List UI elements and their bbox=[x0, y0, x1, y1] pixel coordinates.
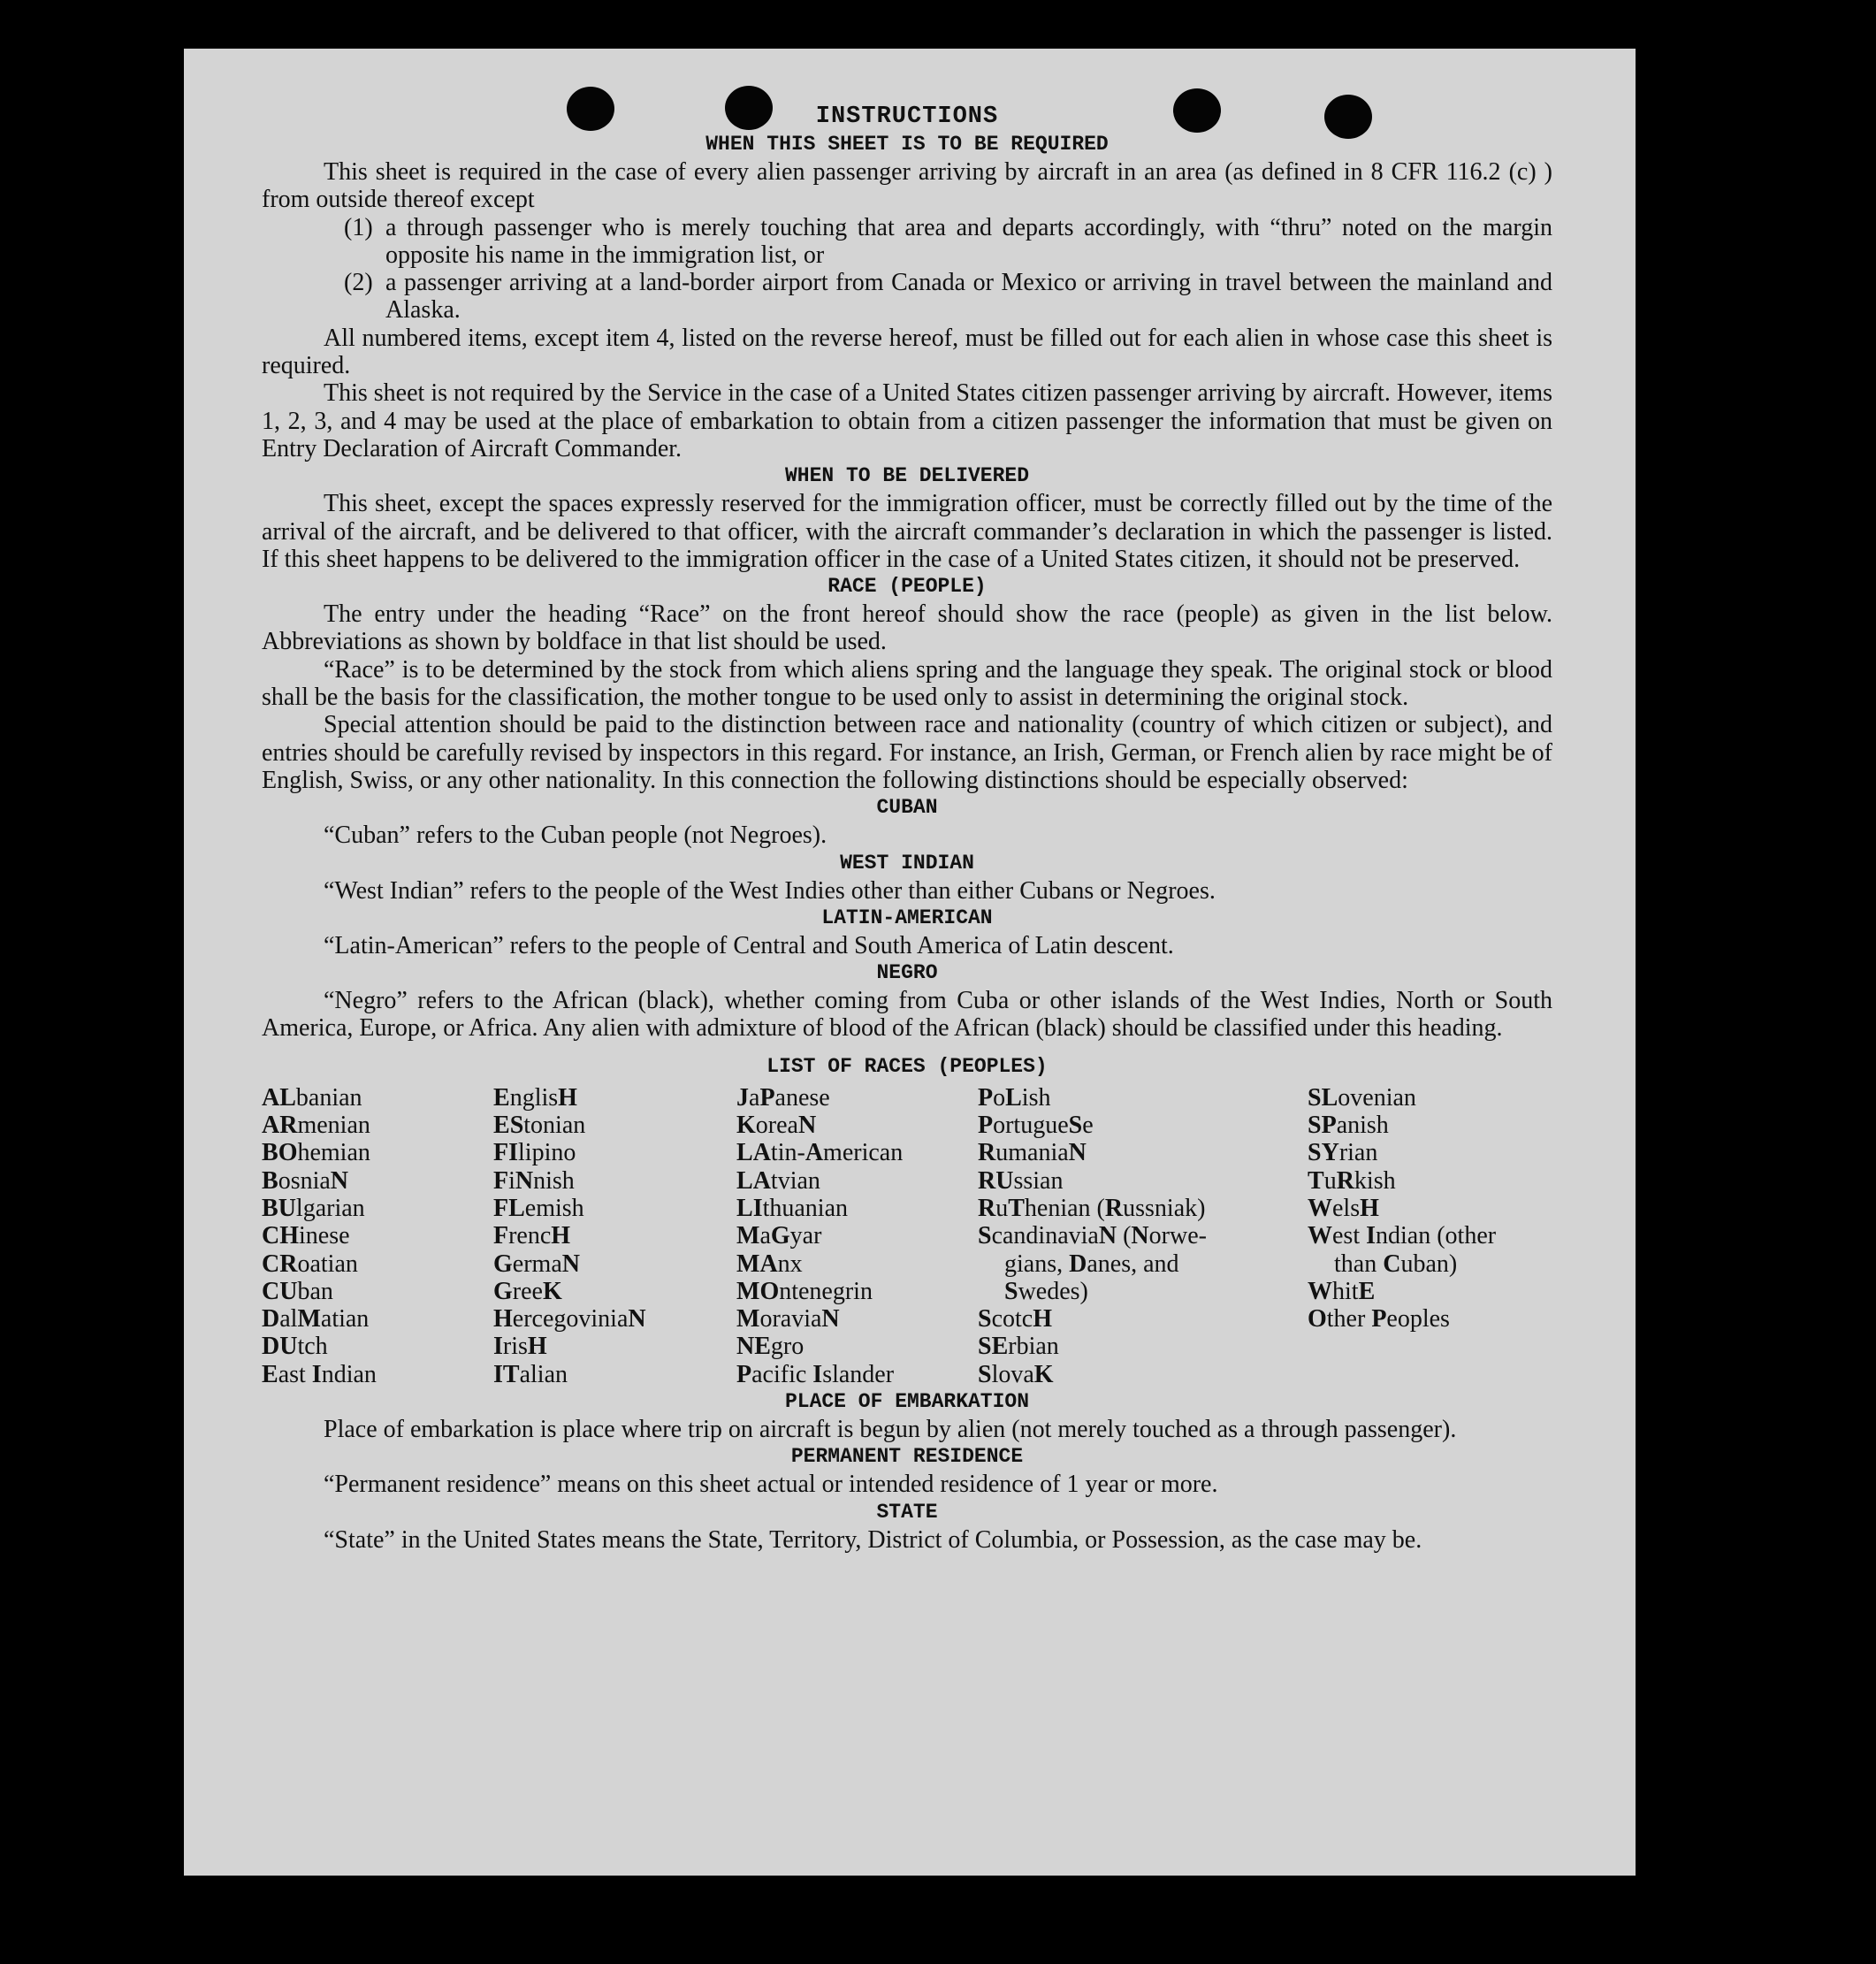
paragraph: This sheet is required in the case of every alien passenger arriving by aircraft in an area (as defined in 8 CFR 116.2 (c) ) from outside thereof except bbox=[262, 158, 1552, 214]
race-item: WhitE bbox=[1308, 1277, 1376, 1305]
race-item: East Indian bbox=[262, 1360, 377, 1388]
list-item bbox=[344, 213, 1552, 270]
race-item: BUlgarian bbox=[262, 1194, 365, 1222]
paragraph: This sheet is not required by the Service in the case of a United States citizen passenger arriving by aircraft. However, items 1, 2, 3, and 4 may be used at the place of embarkation to obtain from a citizen passenger the information that must be given on Entry Declaration of Aircraft Commander. bbox=[262, 379, 1552, 462]
race-item: SYrian bbox=[1308, 1139, 1378, 1167]
paragraph: “Latin-American” refers to the people of Central and South America of Latin descent. bbox=[324, 931, 1174, 959]
race-item: HercegoviniaN bbox=[493, 1305, 646, 1334]
race-item: CUban bbox=[262, 1277, 333, 1305]
race-item: NEgro bbox=[736, 1333, 805, 1361]
race-item: than Cuban) bbox=[1334, 1249, 1458, 1278]
section-heading: STATE bbox=[876, 1500, 938, 1524]
races-column bbox=[493, 1084, 736, 1388]
race-item: PortugueSe bbox=[978, 1112, 1094, 1140]
race-item: SPanish bbox=[1308, 1112, 1389, 1140]
paragraph: Special attention should be paid to the distinction between race and nationality (country of which citizen or subject), and entries should be carefully revised by inspectors in this regard. For instance, an Irish, German, or French alien by race might be of English, Swiss, or any other nationality. In this connection the following distinctions should be especially observed: bbox=[262, 711, 1552, 794]
race-item: ALbanian bbox=[262, 1083, 362, 1112]
race-item: DalMatian bbox=[262, 1305, 370, 1334]
races-list bbox=[262, 1084, 1552, 1388]
race-item: LIthuanian bbox=[736, 1194, 849, 1222]
paragraph: This sheet, except the spaces expressly reserved for the immigration officer, must be correctly filled out by the time of the arrival of the aircraft, and be delivered to that officer, with the aircraft commander’s declaration in which the passenger is listed. If this sheet happens to be delivered to the immigration officer in the case of a United States citizen, it should not be preserved. bbox=[262, 490, 1552, 573]
race-item: LAtin-American bbox=[736, 1139, 904, 1167]
list-number: (1) bbox=[344, 213, 373, 241]
section-heading: PLACE OF EMBARKATION bbox=[784, 1389, 1030, 1413]
race-item: MaGyar bbox=[736, 1222, 822, 1250]
race-item: DUtch bbox=[262, 1333, 328, 1361]
races-column bbox=[1308, 1084, 1552, 1388]
document-sheet bbox=[184, 49, 1636, 1876]
race-item: TuRkish bbox=[1308, 1166, 1396, 1195]
section-heading: NEGRO bbox=[876, 961, 938, 985]
race-item: MOntenegrin bbox=[736, 1277, 873, 1305]
race-item: FLemish bbox=[493, 1194, 584, 1222]
race-item: RuThenian (Russniak) bbox=[978, 1194, 1206, 1222]
section-heading: RACE (PEOPLE) bbox=[827, 575, 987, 599]
races-column bbox=[262, 1084, 493, 1388]
race-item: SErbian bbox=[978, 1333, 1059, 1361]
race-item: MoraviaN bbox=[736, 1305, 840, 1334]
paragraph: All numbered items, except item 4, listed on the reverse hereof, must be filled out for each alien in whose case this sheet is required. bbox=[262, 324, 1552, 380]
race-item: MAnx bbox=[736, 1249, 803, 1278]
race-item: IrisH bbox=[493, 1333, 547, 1361]
section-heading: LATIN-AMERICAN bbox=[821, 906, 993, 929]
race-item: LAtvian bbox=[736, 1166, 820, 1195]
race-item: WelsH bbox=[1308, 1194, 1379, 1222]
race-item: BOhemian bbox=[262, 1139, 370, 1167]
section-heading: WHEN TO BE DELIVERED bbox=[784, 464, 1030, 488]
section-heading: CUBAN bbox=[876, 796, 938, 820]
race-item: CRoatian bbox=[262, 1249, 358, 1278]
race-item: FIlipino bbox=[493, 1139, 576, 1167]
paragraph: “Race” is to be determined by the stock from which aliens spring and the language they speak. The original stock or blood shall be the basis for the classification, the mother tongue to be used only to assist in determining the original stock. bbox=[262, 655, 1552, 712]
page-title: INSTRUCTIONS bbox=[815, 103, 999, 130]
section-heading: LIST OF RACES (PEOPLES) bbox=[766, 1054, 1048, 1078]
paragraph: Place of embarkation is place where trip on aircraft is begun by alien (not merely touched as a through passenger). bbox=[324, 1415, 1457, 1443]
race-item: Other Peoples bbox=[1308, 1305, 1450, 1334]
race-item: ARmenian bbox=[262, 1112, 370, 1140]
races-column bbox=[736, 1084, 978, 1388]
paragraph: “West Indian” refers to the people of the West Indies other than either Cubans or Negroes. bbox=[324, 876, 1216, 905]
race-item: GreeK bbox=[493, 1277, 562, 1305]
paragraph: “State” in the United States means the State, Territory, District of Columbia, or Possession, as the case may be. bbox=[324, 1525, 1422, 1554]
race-item: gians, Danes, and bbox=[1004, 1249, 1179, 1278]
list-number: (2) bbox=[344, 269, 373, 297]
race-item: EnglisH bbox=[493, 1083, 577, 1112]
race-item: RumaniaN bbox=[978, 1139, 1087, 1167]
paragraph: “Negro” refers to the African (black), whether coming from Cuba or other islands of the West Indies, North or South America, Europe, or Africa. Any alien with admixture of blood of the African (black) should be classified under this heading. bbox=[262, 987, 1552, 1043]
race-item: ITalian bbox=[493, 1360, 568, 1388]
list-item bbox=[344, 269, 1552, 325]
race-item: ScandinaviaN (Norwe- bbox=[978, 1222, 1207, 1250]
race-item: FiNnish bbox=[493, 1166, 575, 1195]
race-item: SlovaK bbox=[978, 1360, 1054, 1388]
section-heading: PERMANENT RESIDENCE bbox=[790, 1445, 1024, 1469]
race-item: CHinese bbox=[262, 1222, 350, 1250]
race-item: RUssian bbox=[978, 1166, 1064, 1195]
races-column bbox=[978, 1084, 1308, 1388]
list-text: a through passenger who is merely touching that area and departs accordingly, with “thru” noted on the margin opposite his name in the immigration list, or bbox=[385, 213, 1552, 269]
race-item: EStonian bbox=[493, 1112, 586, 1140]
race-item: BosniaN bbox=[262, 1166, 349, 1195]
race-item: KoreaN bbox=[736, 1112, 817, 1140]
race-item: ScotcH bbox=[978, 1305, 1052, 1334]
race-item: SLovenian bbox=[1308, 1083, 1416, 1112]
race-item: West Indian (other bbox=[1308, 1222, 1497, 1250]
instructions-content bbox=[262, 103, 1552, 1554]
paragraph: “Cuban” refers to the Cuban people (not Negroes). bbox=[324, 822, 827, 850]
race-item: FrencH bbox=[493, 1222, 571, 1250]
paragraph: The entry under the heading “Race” on the front hereof should show the race (people) as given in the list below. Abbreviations as shown by boldface in that list should be used. bbox=[262, 600, 1552, 656]
race-item: JaPanese bbox=[736, 1083, 830, 1112]
list-text: a passenger arriving at a land-border airport from Canada or Mexico or arriving in travel between the mainland and Alaska. bbox=[385, 269, 1552, 325]
race-item: GermaN bbox=[493, 1249, 580, 1278]
race-item: Pacific Islander bbox=[736, 1360, 895, 1388]
paragraph: “Permanent residence” means on this sheet actual or intended residence of 1 year or more. bbox=[324, 1471, 1218, 1499]
race-item: Swedes) bbox=[1004, 1277, 1088, 1305]
section-heading: WEST INDIAN bbox=[840, 851, 974, 875]
race-item: PoLish bbox=[978, 1083, 1051, 1112]
section-heading: WHEN THIS SHEET IS TO BE REQUIRED bbox=[705, 133, 1109, 156]
